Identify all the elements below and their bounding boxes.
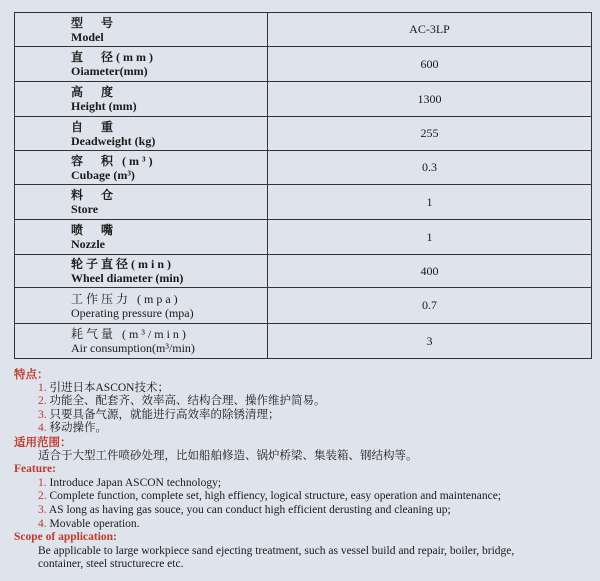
spec-row-operating-pressure — [15, 288, 592, 324]
spec-label — [15, 185, 268, 220]
spec-label — [15, 13, 268, 47]
description-section — [14, 368, 594, 572]
spec-row-store — [15, 185, 592, 220]
item-text: 只要具备气源，就能进行高效率的除锈清理； — [49, 408, 280, 421]
spec-label-en: Deadweight (kg) — [71, 133, 156, 148]
spec-label-en: Cubage (m³) — [71, 167, 135, 182]
spec-label-en: Wheel diameter (min) — [71, 271, 184, 285]
spec-row-diameter — [15, 47, 592, 82]
spec-value: 1300 — [268, 82, 592, 117]
spec-label — [15, 117, 268, 151]
item-text: AS long as having gas souce, you can conduct high efficient derusting and cleaning up; — [48, 503, 451, 516]
item-number: 2. — [38, 395, 47, 408]
scope-cn-heading: 适用范围： — [14, 434, 72, 449]
scope-en-heading: Scope of application: — [14, 531, 117, 544]
spec-label-en: Nozzle — [71, 237, 105, 251]
spec-row-model — [15, 13, 592, 47]
spec-value: 1 — [268, 185, 592, 220]
item-text: 移动操作。 — [49, 422, 107, 435]
spec-value: AC-3LP — [268, 13, 592, 47]
item-number: 1. — [38, 476, 47, 489]
spec-label — [15, 288, 268, 324]
spec-value: 400 — [268, 255, 592, 288]
item-text: 功能全、配套齐、效率高、结构合理、操作维护简易。 — [49, 395, 326, 408]
spec-label — [15, 324, 268, 359]
spec-row-deadweight — [15, 117, 592, 151]
features-en-heading: Feature: — [14, 463, 56, 476]
item-number: 1. — [38, 381, 47, 394]
spec-value: 1 — [268, 220, 592, 255]
spec-label-en: Model — [71, 29, 104, 44]
spec-value: 255 — [268, 117, 592, 151]
spec-row-air-consumption — [15, 324, 592, 359]
features-cn-heading: 特点： — [14, 367, 49, 381]
spec-value: 3 — [268, 324, 592, 359]
spec-label — [15, 220, 268, 255]
spec-label-cn: 高 度 — [71, 85, 117, 99]
spec-row-height — [15, 82, 592, 117]
item-number: 3. — [38, 503, 47, 516]
spec-label-cn: 自 重 — [71, 119, 117, 134]
spec-label-cn: 工作压力 (mpa) — [71, 291, 181, 306]
spec-label-cn: 轮子直径(min) — [71, 257, 174, 271]
spec-label — [15, 82, 268, 117]
features-cn-item — [14, 422, 594, 436]
spec-value: 600 — [268, 47, 592, 82]
spec-label-cn: 耗气量 (m³/min) — [71, 327, 189, 341]
item-text: Introduce Japan ASCON technology; — [49, 476, 222, 489]
scope-en-line: container, steel structurecre etc. — [38, 558, 184, 571]
spec-value: 0.3 — [268, 151, 592, 185]
item-number: 3. — [38, 408, 47, 421]
spec-label-cn: 料 仓 — [71, 188, 117, 202]
scope-en-line: Be applicable to large workpiece sand ejecting treatment, such as vessel build and repair, boiler, bridge, — [38, 544, 515, 557]
spec-value: 0.7 — [268, 288, 592, 324]
item-text: Complete function, complete set, high effiency, logical structure, easy operation and maintenance; — [49, 490, 502, 503]
features-en-item — [14, 490, 594, 504]
features-en-item — [14, 504, 594, 518]
spec-label-cn: 喷 嘴 — [71, 223, 117, 237]
spec-label-en: Height (mm) — [71, 99, 137, 113]
item-text: 引进日本ASCON技术； — [49, 381, 169, 394]
spec-label — [15, 47, 268, 82]
spec-table — [14, 12, 592, 359]
features-en-item — [14, 518, 594, 532]
features-cn-item — [14, 395, 594, 409]
item-number: 4. — [38, 422, 47, 435]
features-cn-item — [14, 382, 594, 396]
features-en-item — [14, 477, 594, 491]
spec-label-cn: 型 号 — [71, 15, 117, 30]
spec-label-en: Store — [71, 202, 99, 216]
spec-label — [15, 255, 268, 288]
spec-row-nozzle — [15, 220, 592, 255]
item-number: 4. — [38, 517, 47, 530]
spec-label-en: Operating pressure (mpa) — [71, 305, 194, 320]
spec-label-en: Air consumption(m³/min) — [71, 341, 195, 355]
item-text: Movable operation. — [49, 517, 140, 530]
spec-label-en: Oiameter(mm) — [71, 64, 148, 78]
features-cn-item — [14, 409, 594, 423]
spec-row-wheel-diameter — [15, 255, 592, 288]
item-number: 2. — [38, 490, 47, 503]
spec-label — [15, 151, 268, 185]
scope-cn-text: 适合于大型工件喷砂处理，比如船舶修造、锅炉桥梁、集装箱、钢结构等。 — [38, 449, 418, 462]
spec-row-cubage — [15, 151, 592, 185]
spec-label-cn: 直 径(mm) — [71, 50, 156, 64]
spec-label-cn: 容 积 (m³) — [71, 153, 156, 168]
